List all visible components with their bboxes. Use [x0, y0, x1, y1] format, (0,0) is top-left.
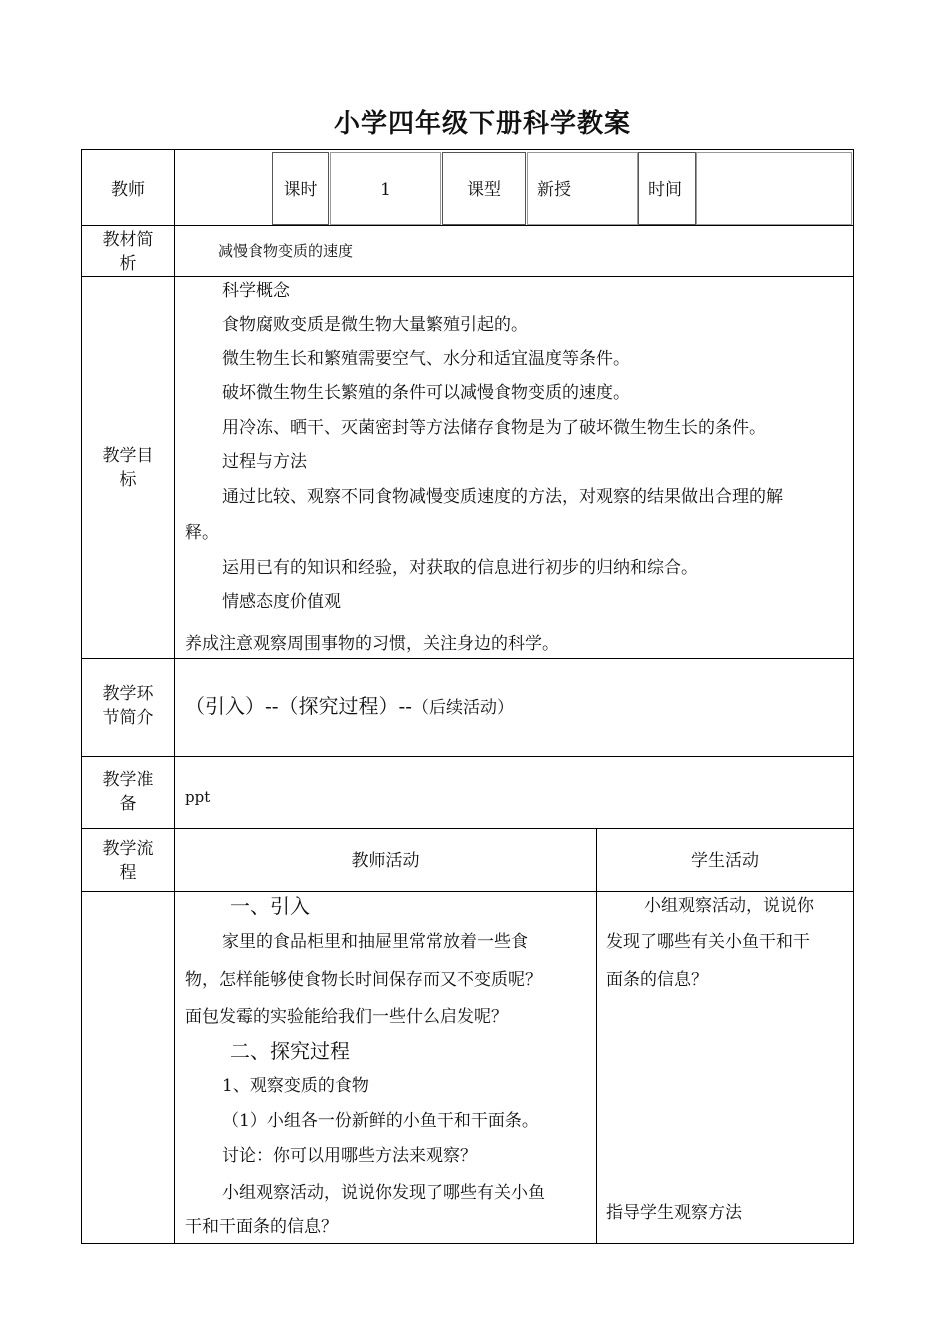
prep-label [82, 768, 174, 816]
process-label-line2: 程 [119, 863, 137, 883]
student-activity-line: 指导学生观察方法 [606, 1203, 742, 1223]
goal-line: 养成注意观察周围事物的习惯，关注身边的科学。 [185, 634, 559, 654]
stages-text [185, 694, 514, 720]
student-activity-line: 发现了哪些有关小鱼干和干 [606, 932, 810, 952]
stages-label [82, 682, 174, 730]
document-title: 小学四年级下册科学教案 [333, 109, 631, 139]
table-rule [81, 276, 854, 277]
prep-label-line2: 备 [119, 794, 137, 814]
stages-label-line2: 节简介 [102, 708, 154, 728]
period-value: 1 [380, 180, 391, 200]
goals-label [82, 444, 174, 492]
prep-text: ppt [185, 788, 211, 806]
goals-label-line1: 教学目 [102, 446, 154, 466]
goal-line: 用冷冻、晒干、灭菌密封等方法储存食物是为了破坏微生物生长的条件。 [222, 418, 766, 438]
time-value-cell [696, 152, 852, 225]
student-activity-header: 学生活动 [691, 851, 759, 871]
table-rule [596, 828, 597, 1244]
material-label-line1: 教材简 [102, 230, 154, 250]
stages-text-part1: （引入）--（探究过程）-- [185, 694, 413, 718]
teacher-activity-line: 家里的食品柜里和抽屉里常常放着一些食 [222, 932, 528, 952]
goal-line: 科学概念 [222, 281, 290, 301]
student-activity-line: 小组观察活动，说说你 [644, 896, 814, 916]
goal-line: 食物腐败变质是微生物大量繁殖引起的。 [222, 315, 528, 335]
teacher-activity-line: 小组观察活动，说说你发现了哪些有关小鱼 [222, 1183, 545, 1203]
table-rule [81, 149, 854, 150]
period-label: 课时 [283, 180, 318, 200]
material-label-line2: 析 [119, 254, 137, 274]
student-activity-line: 面条的信息？ [606, 970, 708, 990]
goal-line: 通过比较、观察不同食物减慢变质速度的方法，对观察的结果做出合理的解 [222, 487, 783, 507]
type-value: 新授 [537, 180, 571, 200]
teacher-activity-line: 讨论：你可以用哪些方法来观察？ [222, 1146, 477, 1166]
goal-line: 微生物生长和繁殖需要空气、水分和适宜温度等条件。 [222, 349, 630, 369]
stages-text-part2: （后续活动） [412, 698, 515, 718]
stages-label-line1: 教学环 [102, 684, 154, 704]
goal-line: 情感态度价值观 [222, 592, 341, 612]
teacher-activity-header: 教师活动 [351, 851, 420, 871]
prep-label-line1: 教学准 [102, 770, 154, 790]
time-label: 时间 [648, 180, 682, 200]
process-label [82, 837, 174, 885]
table-rule [853, 149, 854, 1244]
teacher-activity-line: 面包发霉的实验能给我们一些什么启发呢？ [185, 1007, 508, 1027]
goal-line: 破坏微生物生长繁殖的条件可以减慢食物变质的速度。 [222, 383, 630, 403]
table-rule [81, 225, 854, 226]
table-rule [81, 658, 854, 659]
teacher-label: 教师 [111, 180, 145, 200]
material-label [82, 228, 174, 276]
table-rule [81, 828, 854, 829]
type-label: 课型 [467, 180, 501, 200]
teacher-activity-line: 二、探究过程 [230, 1039, 350, 1063]
table-rule [174, 149, 175, 1244]
teacher-activity-line: 1、观察变质的食物 [222, 1076, 369, 1096]
teacher-activity-line: 物，怎样能够使食物长时间保存而又不变质呢？ [185, 970, 542, 990]
table-rule [81, 891, 854, 892]
goals-label-line2: 标 [119, 470, 137, 490]
table-rule [81, 1243, 854, 1244]
goal-line: 释。 [185, 523, 219, 543]
teacher-activity-line: 干和干面条的信息？ [185, 1217, 338, 1237]
process-label-line1: 教学流 [102, 839, 154, 859]
goal-line: 过程与方法 [222, 452, 307, 472]
teacher-activity-line: （1）小组各一份新鲜的小鱼干和干面条。 [222, 1111, 539, 1131]
material-text: 减慢食物变质的速度 [218, 242, 354, 260]
teacher-activity-line: 一、引入 [230, 894, 310, 918]
goal-line: 运用已有的知识和经验，对获取的信息进行初步的归纳和综合。 [222, 558, 698, 578]
table-rule [81, 756, 854, 757]
